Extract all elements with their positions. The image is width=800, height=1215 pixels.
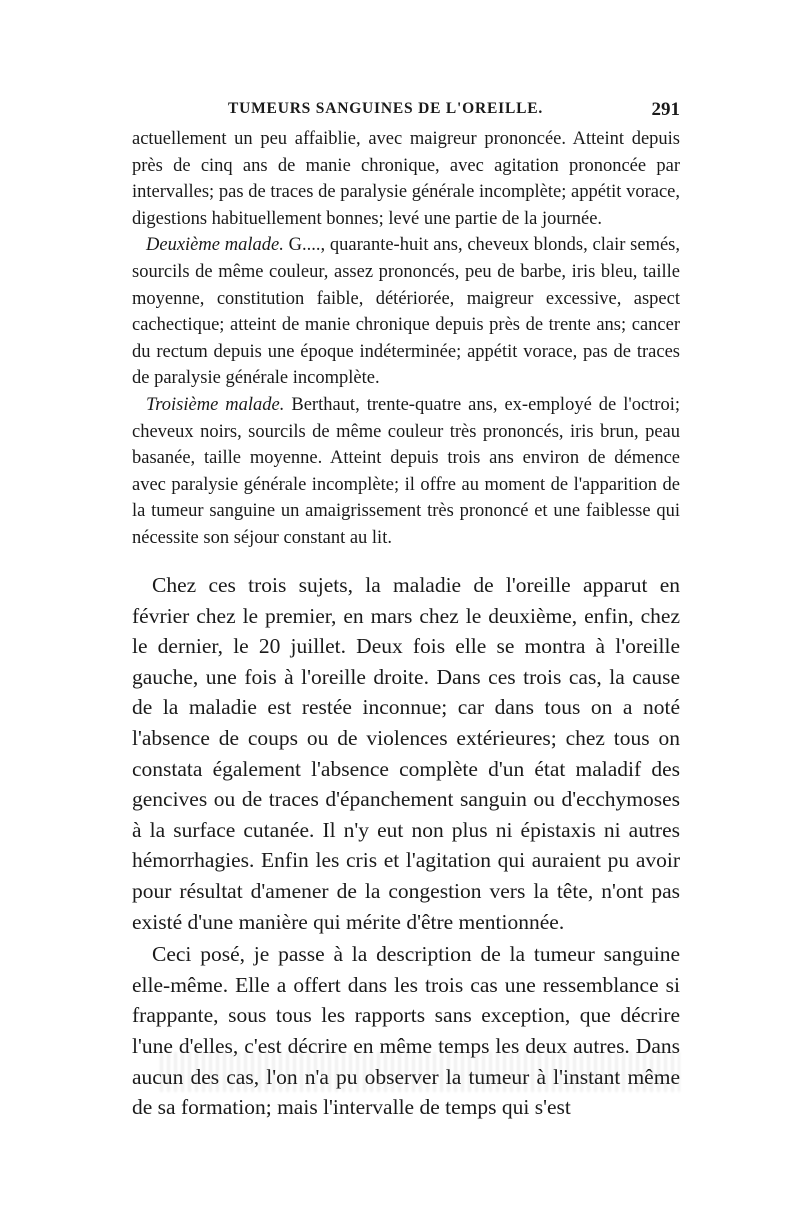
paragraph: Chez ces trois sujets, la maladie de l'oreille apparut en février chez le premier, en mars chez le deuxième, enfin, chez le dernier, le 20 juillet. Deux fois elle se montra à l'oreille gauche, une fois à l'oreille droite. Dans ces trois cas, la cause de la maladie est restée inconnue; car dans tous on a noté l'absence de coups ou de violences extérieures; chez tous on constata également l'absence complète d'un état maladif des gencives ou de traces d'épanchement sanguin ou d'ecchymoses à la surface cutanée. Il n'y eut non plus ni épistaxis ni autres hémorrhagies. Enfin les cris et l'agitation qui auraient pu avoir pour résultat d'amener de la congestion vers la tête, n'ont pas existé d'une manière qui mérite d'être mentionnée. [132,573,680,934]
case-label: Deuxième malade. [146,235,284,256]
page-number: 291 [651,99,680,120]
bleed-through-decoration [160,1052,680,1092]
case-2 [132,232,680,392]
case-text: actuellement un peu affaiblie, avec maigreur prononcée. Atteint depuis près de cinq ans de manie chronique, avec agitation prononcée par intervalles; pas de traces de paralysie générale incomplète; appétit vorace, digestions habituellement bonnes; levé une partie de la journée. [132,129,680,229]
case-3 [132,392,680,552]
case-1-continuation [132,126,680,232]
case-descriptions [132,126,680,552]
main-text [132,570,680,1123]
case-label: Troisième malade. [146,394,285,415]
page-header [132,100,680,124]
paragraph: Ceci posé, je passe à la description de la tumeur sanguine elle-même. Elle a offert dans les trois cas une ressemblance si frappante, sous tous les rapports sans exception, que décrire l'une d'elles, c'est décrire en même temps les deux autres. Dans aucun des cas, l'on n'a pu observer la tumeur à l'instant même de sa formation; mais l'intervalle de temps qui s'est [132,942,680,1120]
running-title: TUMEURS SANGUINES DE L'OREILLE. [228,100,544,117]
case-text: G...., quarante-huit ans, cheveux blonds, clair semés, sourcils de même couleur, assez prononcés, peu de barbe, iris bleu, taille moyenne, constitution faible, détériorée, maigreur excessive, aspect cachectique; atteint de manie chronique depuis près de trente ans; cancer du rectum depuis une époque indéterminée; appétit vorace, pas de traces de paralysie générale incomplète. [132,235,680,389]
case-text: Berthaut, trente-quatre ans, ex-employé de l'octroi; cheveux noirs, sourcils de même couleur très prononcés, iris brun, peau basanée, taille moyenne. Atteint depuis trois ans environ de démence avec paralysie générale incomplète; il offre au moment de l'apparition de la tumeur sanguine un amaigrissement très prononcé et une faiblesse qui nécessite son séjour constant au lit. [132,394,680,548]
